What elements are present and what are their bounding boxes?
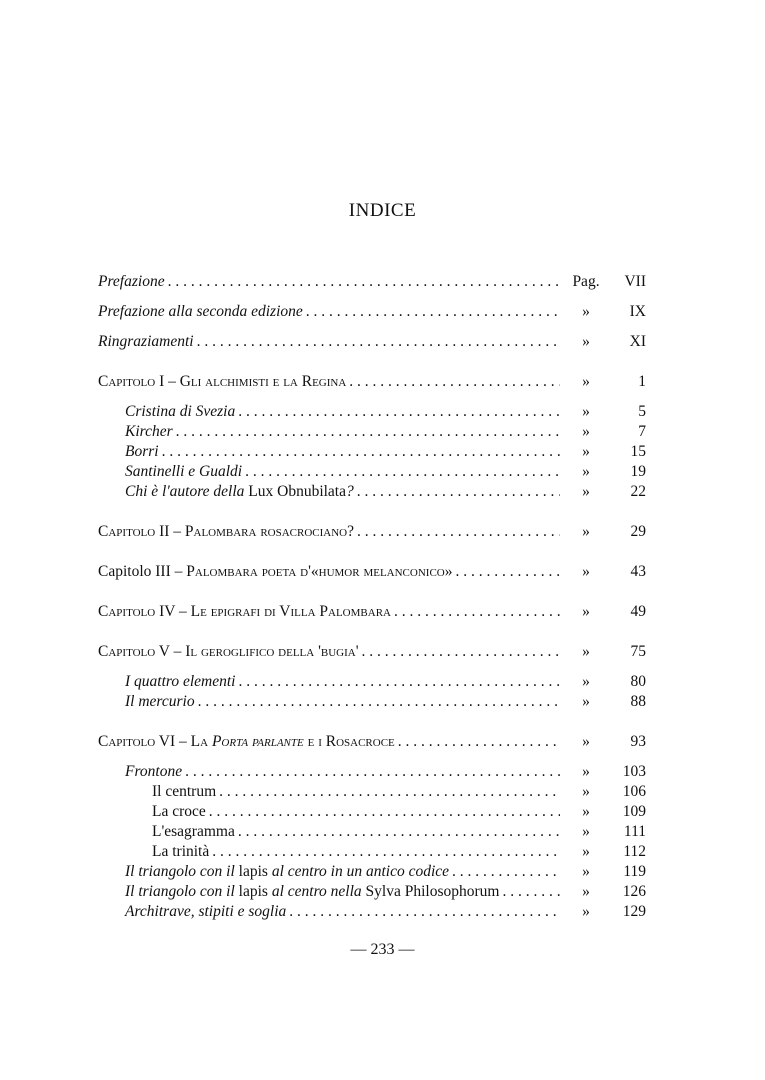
page-number: XI xyxy=(629,333,646,350)
toc-entry-title-part: lapis xyxy=(238,883,268,900)
dot-leader xyxy=(452,562,560,582)
dot-leader xyxy=(303,302,560,322)
toc-entry-title-part: Santinelli e Gualdi xyxy=(125,463,243,480)
dot-leader xyxy=(173,422,560,442)
toc-entry-title-part: La croce xyxy=(152,803,206,820)
toc-entry-title-part: Prefazione xyxy=(98,273,165,290)
toc-entry-title-part: Il centrum xyxy=(152,783,217,800)
toc-entry xyxy=(98,762,646,782)
toc-entry xyxy=(98,402,646,422)
dot-leader xyxy=(194,332,560,352)
toc-entry-title-part: Frontone xyxy=(125,763,183,780)
toc-entry-title xyxy=(98,372,560,392)
toc-entry xyxy=(98,422,646,442)
dot-leader xyxy=(449,862,560,882)
toc-entry-title xyxy=(98,902,560,922)
page-title: INDICE xyxy=(348,200,417,221)
toc-entry-title-part: ? xyxy=(346,483,354,500)
page-marker: » xyxy=(582,463,590,480)
toc-entry xyxy=(98,692,646,712)
toc-entry xyxy=(98,562,646,582)
page-marker: » xyxy=(582,883,590,900)
toc-entry xyxy=(98,372,646,392)
dot-leader xyxy=(235,402,560,422)
toc-entry xyxy=(98,802,646,822)
toc-entry-title-part: I quattro elementi xyxy=(125,673,236,690)
toc-entry-title xyxy=(98,802,560,822)
page-number: 5 xyxy=(638,403,646,420)
toc-entry xyxy=(98,862,646,882)
page-number: 1 xyxy=(638,373,646,390)
toc-entry-title-part: Prefazione alla seconda edizione xyxy=(98,303,303,320)
page-number: 80 xyxy=(630,673,646,690)
page-marker: » xyxy=(582,563,590,580)
dot-leader xyxy=(195,692,560,712)
page-number: 106 xyxy=(622,783,646,800)
dot-leader xyxy=(286,902,560,922)
toc-entry xyxy=(98,672,646,692)
toc-entry-title-part: Kircher xyxy=(125,423,173,440)
page-number: 7 xyxy=(638,423,646,440)
toc-entry-title xyxy=(98,762,560,782)
toc-entry-title-part: Sylva Philosophorum xyxy=(365,883,500,900)
toc-entry xyxy=(98,482,646,502)
toc-entry-title-part: al centro in un antico codice xyxy=(267,863,450,880)
toc-entry-title-part: Architrave, stipiti e soglia xyxy=(125,903,287,920)
toc-entry xyxy=(98,442,646,462)
page-number: 29 xyxy=(630,523,646,540)
page-marker: » xyxy=(582,423,590,440)
page-number: 19 xyxy=(630,463,646,480)
toc-entry-title-part: Capitolo V – Il geroglifico della 'bugia' xyxy=(98,643,359,660)
page-marker: » xyxy=(582,523,590,540)
page-number: IX xyxy=(629,303,646,320)
toc-entry-title xyxy=(98,602,560,622)
page-marker: » xyxy=(582,843,590,860)
toc-entry-title-part: Lux Obnubilata xyxy=(248,483,346,500)
toc-entry xyxy=(98,602,646,622)
page-number: 129 xyxy=(622,903,646,920)
dot-leader xyxy=(235,672,560,692)
dot-leader xyxy=(182,762,560,782)
toc-entry-title xyxy=(98,692,560,712)
toc-entry-title-part: Porta parlante xyxy=(211,733,304,750)
toc-entry-title-part: e i Rosacroce xyxy=(303,733,395,750)
dot-leader xyxy=(354,522,560,542)
toc-entry xyxy=(98,462,646,482)
page-marker: » xyxy=(582,373,590,390)
toc-entry-title xyxy=(98,522,560,542)
toc-entry-title-part: L'esagramma xyxy=(152,823,235,840)
toc-entry-title xyxy=(98,422,560,442)
toc-entry-title-part: Cristina di Svezia xyxy=(125,403,236,420)
page-number: 49 xyxy=(630,603,646,620)
page-number: 103 xyxy=(622,763,646,780)
toc-entry xyxy=(98,842,646,862)
toc-entry xyxy=(98,882,646,902)
toc-entry-title xyxy=(98,672,560,692)
toc-entry-title-part: Il triangolo con il xyxy=(125,863,239,880)
toc-entry-title xyxy=(98,782,560,802)
toc-entry-title xyxy=(98,302,560,322)
toc-entry-title xyxy=(98,642,560,662)
toc-entry-title xyxy=(98,822,560,842)
toc-entry xyxy=(98,272,646,292)
toc-entry xyxy=(98,522,646,542)
page-marker: » xyxy=(582,333,590,350)
page-marker: » xyxy=(582,783,590,800)
toc-entry xyxy=(98,332,646,352)
page-number: 112 xyxy=(623,843,646,860)
toc-entry-title-part: Capitolo IV – Le epigrafi di Villa Palombara xyxy=(98,603,391,620)
page-marker: » xyxy=(582,483,590,500)
page-number: 109 xyxy=(622,803,646,820)
dot-leader xyxy=(235,822,560,842)
dot-leader xyxy=(391,602,560,622)
page-marker: » xyxy=(582,863,590,880)
toc-entry-title xyxy=(98,732,560,752)
page-number-footer: — 233 — xyxy=(350,941,415,958)
toc-entry-title xyxy=(98,442,560,462)
toc-entry-title-part: Ringraziamenti xyxy=(98,333,194,350)
page-marker: » xyxy=(582,403,590,420)
toc-entry xyxy=(98,732,646,752)
page-marker: » xyxy=(582,823,590,840)
toc-entry-title xyxy=(98,882,560,902)
page-marker: » xyxy=(582,643,590,660)
dot-leader xyxy=(209,842,560,862)
page-marker: » xyxy=(582,303,590,320)
toc-entry-title-part: Chi è l'autore della xyxy=(125,483,249,500)
toc-entry-title xyxy=(98,562,560,582)
page-marker: » xyxy=(582,733,590,750)
dot-leader xyxy=(395,732,560,752)
page-marker: » xyxy=(582,693,590,710)
toc-entry-title-part: Capitolo I – Gli alchimisti e la Regina xyxy=(98,373,347,390)
page-marker: » xyxy=(582,803,590,820)
page-number: 88 xyxy=(630,693,646,710)
page-marker: » xyxy=(582,903,590,920)
toc-entry-title-part: Capitolo II – Palombara rosacrociano? xyxy=(98,523,355,540)
page-marker: » xyxy=(582,673,590,690)
toc-entry-title xyxy=(98,332,560,352)
dot-leader xyxy=(216,782,560,802)
toc-entry-title xyxy=(98,842,560,862)
toc-entry-title-part: al centro nella xyxy=(267,883,366,900)
dot-leader xyxy=(165,272,560,292)
toc-entry xyxy=(98,642,646,662)
page-number: VII xyxy=(624,273,646,290)
toc-entry-title-part: Borri xyxy=(125,443,159,460)
toc-entry-title-part: Il triangolo con il xyxy=(125,883,239,900)
page-marker: Pag. xyxy=(572,273,600,290)
toc-entry-title-part: Capitolo VI – La xyxy=(98,733,212,750)
toc-entry-title-part: Capitolo III – xyxy=(98,563,187,580)
dot-leader xyxy=(499,882,560,902)
page-number: 43 xyxy=(630,563,646,580)
page-marker: » xyxy=(582,603,590,620)
dot-leader xyxy=(206,802,560,822)
page-number: 93 xyxy=(630,733,646,750)
toc-entry-title xyxy=(98,402,560,422)
toc-entry xyxy=(98,302,646,322)
toc-entry xyxy=(98,822,646,842)
toc-entry xyxy=(98,902,646,922)
toc-entry-title xyxy=(98,862,560,882)
dot-leader xyxy=(354,482,560,502)
toc-entry-title-part: lapis xyxy=(238,863,268,880)
dot-leader xyxy=(359,642,561,662)
page-number: 111 xyxy=(623,823,646,840)
page-marker: » xyxy=(582,443,590,460)
page-number: 119 xyxy=(623,863,646,880)
toc-entry-title xyxy=(98,272,560,292)
toc-entry-title-part: Palombara poeta d'«humor melanconico» xyxy=(186,563,453,580)
toc-entry-title xyxy=(98,462,560,482)
page-number: 126 xyxy=(622,883,646,900)
toc-entry-title-part: Il mercurio xyxy=(125,693,195,710)
dot-leader xyxy=(159,442,560,462)
toc-entry-title-part: La trinità xyxy=(152,843,210,860)
dot-leader xyxy=(242,462,560,482)
page-number: 15 xyxy=(630,443,646,460)
toc-entry-title xyxy=(98,482,560,502)
page-number: 75 xyxy=(630,643,646,660)
dot-leader xyxy=(346,372,560,392)
toc-entry xyxy=(98,782,646,802)
page-marker: » xyxy=(582,763,590,780)
page-number: 22 xyxy=(630,483,646,500)
